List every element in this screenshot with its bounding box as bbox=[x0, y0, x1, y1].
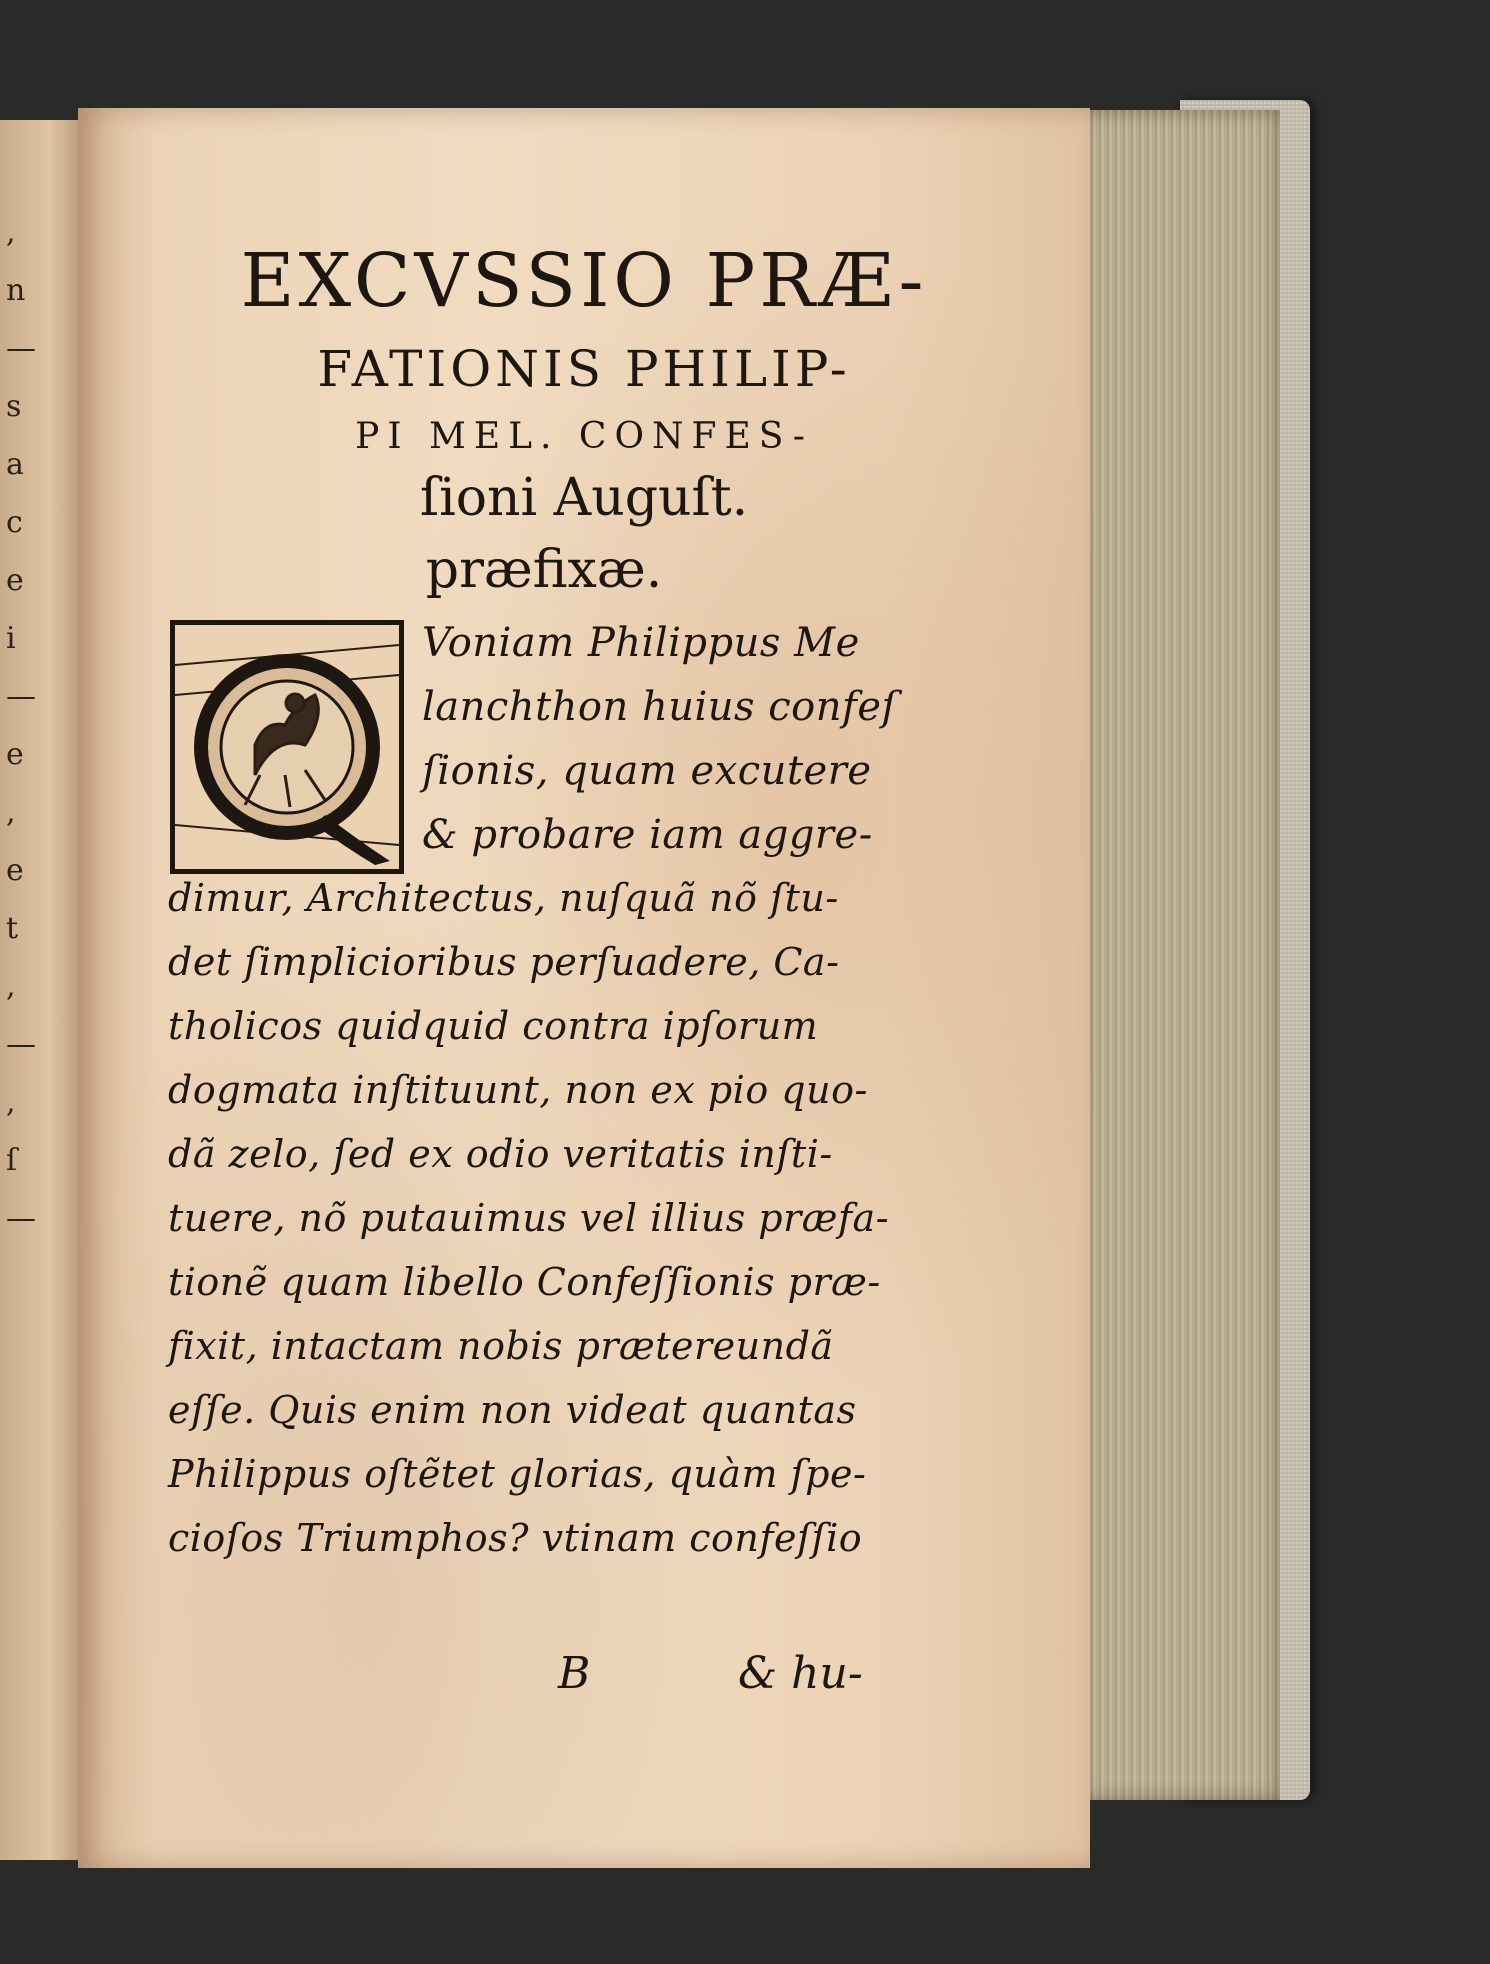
woodcut-initial-svg bbox=[175, 625, 399, 869]
body-line: dã zelo, ſed ex odio veritatis inſti- bbox=[168, 1132, 833, 1176]
heading-line-2: FATIONIS PHILIP- bbox=[317, 340, 851, 398]
left-page-char: — bbox=[6, 679, 36, 714]
body-line: tuere, nõ putauimus vel illius præfa- bbox=[168, 1196, 890, 1240]
left-page-char: , bbox=[6, 215, 16, 250]
body-line: & probare iam aggre- bbox=[422, 812, 873, 858]
body-line: eſſe. Quis enim non videat quantas bbox=[168, 1388, 857, 1432]
left-page-char: n bbox=[6, 273, 26, 308]
woodcut-initial-q-icon bbox=[170, 620, 404, 874]
body-line: Voniam Philippus Me bbox=[422, 620, 860, 666]
right-page bbox=[78, 108, 1090, 1868]
body-line: det ſimplicioribus perſuadere, Ca- bbox=[168, 940, 840, 984]
body-line: Philippus oſtẽtet glorias, quàm ſpe- bbox=[168, 1452, 867, 1496]
body-line: fixit, intactam nobis prætereundã bbox=[168, 1324, 834, 1368]
heading-line-5: præfixæ. bbox=[425, 540, 663, 600]
left-page-char: t bbox=[6, 911, 19, 946]
left-page-char: , bbox=[6, 795, 16, 830]
heading-line-3: PI MEL. CONFES- bbox=[355, 416, 813, 457]
left-page-char: e bbox=[6, 563, 24, 598]
left-page-char: e bbox=[6, 853, 24, 888]
body-line: tionẽ quam libello Confeſſionis præ- bbox=[168, 1260, 881, 1304]
left-page-char: s bbox=[6, 389, 22, 424]
left-page-char: a bbox=[6, 447, 24, 482]
left-page-char: — bbox=[6, 1027, 36, 1062]
left-page-char: — bbox=[6, 331, 36, 366]
left-page-char: ſ bbox=[6, 1143, 18, 1178]
body-line: dogmata inſtituunt, non ex pio quo- bbox=[168, 1068, 868, 1112]
left-page-char: , bbox=[6, 969, 16, 1004]
body-line: lanchthon huius confeſ bbox=[422, 684, 897, 730]
left-page-char: c bbox=[6, 505, 23, 540]
body-line: cioſos Triumphos? vtinam confeſſio bbox=[168, 1516, 863, 1560]
left-page-fragment bbox=[0, 120, 82, 1860]
catchword: & hu- bbox=[738, 1648, 863, 1699]
heading-line-4: ſioni Auguſt. bbox=[419, 468, 749, 528]
body-line: dimur, Architectus, nuſquã nõ ſtu- bbox=[168, 876, 839, 920]
signature-mark: B bbox=[558, 1648, 591, 1699]
left-page-char: e bbox=[6, 737, 24, 772]
body-line: ſionis, quam excutere bbox=[422, 748, 872, 794]
body-line: tholicos quidquid contra ipſorum bbox=[168, 1004, 819, 1048]
left-page-char: , bbox=[6, 1085, 16, 1120]
left-page-char: i bbox=[6, 621, 16, 656]
left-page-char: — bbox=[6, 1201, 36, 1236]
heading-line-1: EXCVSSIO PRÆ- bbox=[240, 238, 928, 324]
page-edges bbox=[1080, 110, 1280, 1800]
